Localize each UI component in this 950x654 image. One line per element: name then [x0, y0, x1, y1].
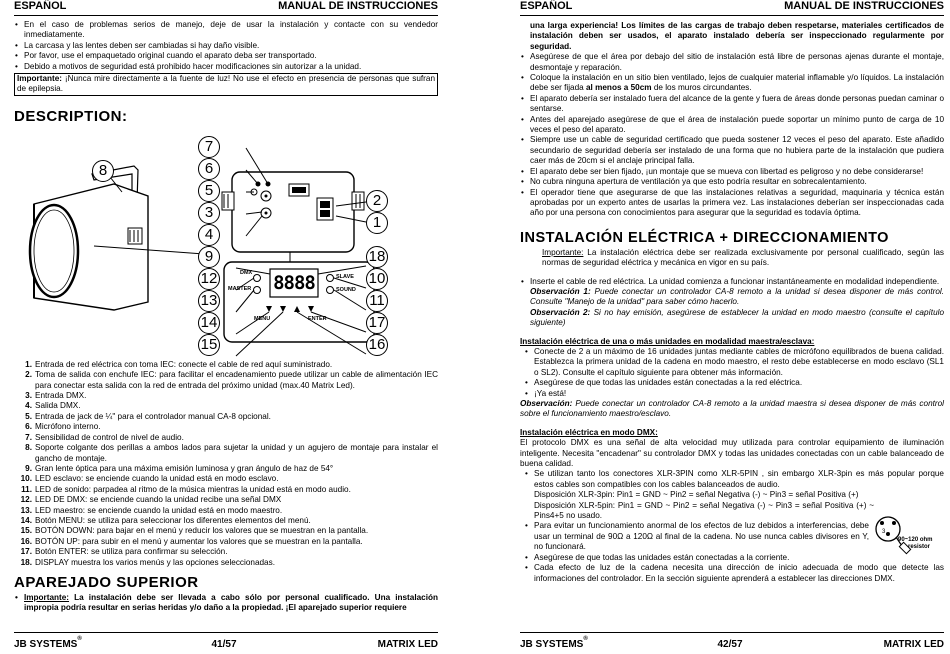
item-number: 8.	[25, 443, 32, 453]
panel-display: 8888	[273, 271, 315, 294]
warning-label: Importante:	[17, 74, 63, 84]
page-header	[14, 0, 438, 16]
item-number: 15.	[20, 526, 32, 536]
list-item	[14, 485, 438, 495]
item-number: 18.	[20, 557, 32, 567]
installation-important	[520, 248, 944, 269]
item-text: DISPLAY muestra los varios menús y las opciones seleccionadas.	[35, 557, 275, 567]
dmx-heading: Instalación eléctrica en modo DMX:	[520, 427, 658, 437]
item-number: 16.	[20, 536, 32, 546]
parts-list	[14, 360, 438, 568]
callout-18: 18	[366, 246, 388, 268]
dmx-section	[520, 469, 944, 583]
item-number: 13.	[20, 505, 32, 515]
item-text: Entrada de red eléctrica con toma IEC: conecte el cable de red aquí suministrado.	[35, 359, 333, 369]
item-text: LED DE DMX: se enciende cuando la unidad recibe una señal DMX	[35, 495, 282, 505]
observation-2	[520, 308, 944, 329]
footer-brand	[520, 635, 588, 654]
list-item	[14, 516, 438, 526]
list-item	[520, 73, 944, 94]
resistor-label: 90~120 ohm	[898, 537, 933, 544]
dmx-5pin-layout: Disposición XLR-5pin: Pin1 = GND ~ Pin2 = señal Negativa (-) ~ Pin3 = señal Positiva (+) ~ Pins4+5 no usado.	[534, 500, 874, 521]
page-content	[520, 21, 944, 584]
list-item: • El aparato debería ser instalado fuera del alcance de la gente y fuera de áreas donde personas puedan caminar o sentarse.	[520, 94, 944, 115]
list-item	[14, 537, 438, 547]
footer-product: MATRIX LED	[377, 639, 438, 650]
item-text: Entrada DMX.	[35, 391, 87, 401]
dmx-intro: El protocolo DMX es una señal de alta velocidad muy utilizada para controlar equipamiento de iluminación inteligente. Necesita "encadenar" su controlador DMX y todas las unidades conectadas con un cable balanceado de buena calidad.	[520, 438, 944, 469]
item-text: BOTÓN DOWN: para bajar en el menú y reducir los valores que se muestran en la pantalla.	[35, 526, 369, 536]
list-item: • Por favor, use el empaquetado original cuando el aparato deba ser transportado.	[14, 51, 438, 61]
callout-2: 2	[366, 190, 388, 212]
observation-label: Observación 1:	[530, 286, 591, 296]
observation-text: Si no hay emisión, asegúrese de establecer la unidad en modo maestro (consulte el capítulo siguiente)	[530, 307, 944, 328]
list-item	[14, 443, 438, 464]
ventilated-tail: de los muros circundantes.	[651, 83, 752, 93]
master-slave-observation	[520, 399, 944, 420]
warning-box	[14, 73, 438, 96]
dmx-3pin-layout: Disposición XLR-3pin: Pin1 = GND ~ Pin2 = señal Negativa (-) ~ Pin3 = señal Positiva (+)	[534, 490, 859, 500]
panel-label-sound: SOUND	[336, 286, 356, 293]
panel-label-menu: MENU	[254, 315, 271, 322]
warning-text: ¡Nunca mire directamente a la fuente de luz! No use el efecto en presencia de personas que sufran de epilepsia.	[17, 74, 435, 94]
callout-9: 9	[198, 246, 220, 268]
master-slave-heading: Instalación eléctrica de una o más unidades en modalidad maestra/esclava:	[520, 336, 815, 346]
list-item: • ¡Ya está!	[524, 389, 944, 399]
aparejado-bullets	[14, 593, 438, 614]
registered-mark: ®	[583, 636, 588, 642]
callout-5: 5	[198, 180, 220, 202]
observation-label: Observación 2:	[530, 307, 591, 317]
list-item: • Para evitar un funcionamiento anormal de los efectos de luz debidos a interferencias, debe usar un terminal de 90Ω a 120Ω al final de la cadena. No use nunca cables divisores en Y, no funcionará.	[524, 521, 869, 552]
list-item: • El operador tiene que asegurarse de que las instalaciones relativas a seguridad, maquinaria y técnica están aprobadas por un experto antes de usarlas la primera vez. Las instalaciones deberían ser inspeccionadas cada año por una persona con conocimientos para asegurar que la seguridad es todavía óptima.	[520, 188, 944, 219]
item-text: LED esclavo: se enciende cuando la unidad está en modo esclavo.	[35, 474, 279, 484]
page-number: 41/57	[211, 639, 237, 650]
xlr-resistor-illustration	[870, 511, 944, 559]
list-item: • Cada efecto de luz de la cadena necesita una dirección de inicio adecuada de modo que detecte las informaciones del controlador. En la sección siguiente aprenderá a establecer las direcciones DMX.	[524, 563, 944, 584]
important-text: La instalación eléctrica debe ser realizada exclusivamente por personal cualificado, según las normas de seguridad eléctrica y mecánica en vigor en su país.	[542, 247, 944, 268]
callout-8: 8	[92, 160, 114, 182]
list-item	[14, 433, 438, 443]
brand-text: JB SYSTEMS	[520, 639, 584, 650]
callout-3: 3	[198, 202, 220, 224]
item-number: 1.	[25, 359, 32, 369]
ventilated-bold: al menos a 50cm	[586, 83, 652, 93]
panel-label-slave: SLAVE	[336, 273, 354, 280]
page-header	[520, 0, 944, 16]
item-text: Gran lente óptica para una máxima emisión luminosa y gran ángulo de haz de 54°	[35, 463, 334, 473]
list-item	[14, 391, 438, 401]
callout-11: 11	[366, 290, 388, 312]
header-title: MANUAL DE INSTRUCCIONES	[278, 0, 438, 12]
callout-12: 12	[198, 268, 220, 290]
list-item: • Asegúrese de que todas las unidades están conectadas a la corriente.	[524, 553, 944, 563]
item-text: Botón MENU: se utiliza para seleccionar los diferentes elementos del menú.	[35, 515, 311, 525]
list-item: • En el caso de problemas serios de manejo, deje de usar la instalación y contacte con su vendedor inmediatamente.	[14, 20, 438, 41]
header-language: ESPAÑOL	[520, 0, 573, 12]
item-number: 3.	[25, 391, 32, 401]
list-item: • Debido a motivos de seguridad está prohibido hacer modificaciones sin autorizar a la unidad.	[14, 62, 438, 72]
list-item: • Asegúrese de que todas las unidades están conectadas a la red eléctrica.	[524, 378, 944, 388]
header-title: MANUAL DE INSTRUCCIONES	[784, 0, 944, 12]
callout-15: 15	[198, 334, 220, 356]
callout-6: 6	[198, 158, 220, 180]
important-label: Importante:	[542, 247, 584, 257]
panel-label-dmx: DMX	[240, 269, 253, 276]
footer-product: MATRIX LED	[883, 639, 944, 650]
dmx-connectors-text: Se utilizan tanto los conectores XLR-3PIN como XLR-5PIN , sin embargo XLR-3pin es más popular porque estos cables son compatibles con los cables balanceados de audio.	[534, 469, 944, 489]
list-item: • El aparato debe ser bien fijado, ¡un montaje que se mueva con libertad es peligroso y no debe considerarse!	[520, 167, 944, 177]
continued-text: una larga experiencia! Los límites de las cargas de trabajo deben respetarse, materiales certificados de instalación deben ser usados, el aparato instalado debería ser inspeccionado regularmente por seguridad.	[530, 21, 944, 51]
ventilated-text: Coloque la instalación en un sitio bien ventilado, lejos de cualquier material inflamable y/o líquidos. La instalación debe ser fijada	[530, 73, 944, 93]
page-41	[14, 0, 438, 654]
callout-17: 17	[366, 312, 388, 334]
list-item	[14, 464, 438, 474]
observation-1	[520, 287, 944, 308]
observation-text: Puede conectar un controlador CA-8 remoto a la unidad si desea disponer de más control. Consulte "Manejo de la unidad" para saber cómo hacerlo.	[530, 286, 945, 307]
item-text: Entrada de jack de ¼" para el controlador manual CA-8 opcional.	[35, 411, 271, 421]
page-footer	[14, 632, 438, 654]
list-item	[14, 370, 438, 391]
aparejado-label: Importante:	[24, 592, 70, 602]
item-text: Botón ENTER: se utiliza para confirmar su selección.	[35, 547, 228, 557]
page-42	[520, 0, 944, 654]
list-item: • Conecte de 2 a un máximo de 16 unidades juntas mediante cables de micrófono equilibrados de buena calidad. Establezca la primera unidad de la cadena en modo maestro, el resto debe establecerse en modo esclavo (SL1 o SL2). Consulte el capítulo siguiente para obtener más información.	[524, 347, 944, 378]
page-footer	[520, 632, 944, 654]
item-number: 10.	[20, 474, 32, 484]
list-item: • Antes del aparejado asegúrese de que el área de instalación puede soportar un mínimo punto de carga de 10 veces el peso del aparato.	[520, 115, 944, 136]
xlr-connector-icon	[870, 511, 944, 559]
installation-bullets	[520, 277, 944, 287]
item-number: 12.	[20, 495, 32, 505]
aparejado-text: La instalación debe ser llevada a cabo sólo por personal cualificado. Una instalación impropia podría resultar en serias heridas y/o daño a la propiedad. ¡El aparejado superior requiere	[24, 592, 438, 613]
resistor-caption: resistor	[908, 544, 931, 551]
item-text: Sensibilidad de control de nivel de audio.	[35, 432, 184, 442]
item-text: LED maestro: se enciende cuando la unidad está en modo maestro.	[35, 505, 283, 515]
footer-brand	[14, 635, 82, 654]
item-number: 11.	[21, 484, 32, 494]
item-number: 9.	[25, 463, 32, 473]
item-number: 7.	[25, 432, 32, 442]
aparejado-heading: APAREJADO SUPERIOR	[14, 573, 199, 591]
description-heading: DESCRIPTION:	[14, 107, 128, 125]
item-text: LED de sonido: parpadea al ritmo de la música mientras la unidad está en modo audio.	[35, 484, 351, 494]
item-number: 6.	[25, 422, 32, 432]
item-text: Soporte colgante dos perillas a ambos lados para sujetar la unidad y un agujero de montaje para instalar el gancho de montaje.	[35, 443, 438, 463]
svg-text:3: 3	[882, 529, 886, 536]
callout-1: 1	[366, 212, 388, 234]
callout-14: 14	[198, 312, 220, 334]
item-number: 5.	[25, 411, 32, 421]
list-item	[14, 360, 438, 370]
installation-heading: INSTALACIÓN ELÉCTRICA + DIRECCIONAMIENTO	[520, 229, 889, 246]
callout-13: 13	[198, 290, 220, 312]
brand-text: JB SYSTEMS	[14, 639, 78, 650]
list-item	[14, 422, 438, 432]
list-item: • Siempre use un cable de seguridad certificado que pueda sostener 12 veces el peso del aparato. Este añadido secundario de seguridad debería ser instalado de una forma que no hubiera parte de la instalación que pudiera caer más de 20cm si el anclaje principal falla.	[520, 135, 944, 166]
header-language: ESPAÑOL	[14, 0, 67, 12]
list-item	[14, 593, 438, 614]
item-number: 2.	[25, 370, 32, 380]
panel-label-master: MASTER	[228, 285, 252, 292]
list-item	[14, 506, 438, 516]
list-item	[14, 558, 438, 568]
item-text: Toma de salida con enchufe IEC: para facilitar el encadenamiento puede utilizar un cable de alimentación IEC para conectar esta salida con la red de entrada del próximo unidad (max.40 Matrix Led).	[35, 370, 438, 390]
list-item: • Inserte el cable de red eléctrica. La unidad comienza a funcionar instantáneamente en modalidad independiente.	[520, 277, 944, 287]
list-item	[14, 547, 438, 557]
item-number: 17.	[20, 547, 32, 557]
item-text: BOTÓN UP: para subir en el menú y aumentar los valores que se muestran en la pantalla.	[35, 536, 363, 546]
intro-bullets	[14, 20, 438, 72]
list-item	[14, 401, 438, 411]
list-item: • No cubra ninguna apertura de ventilación ya que esto podría resultar en sobrecalentamiento.	[520, 177, 944, 187]
panel-label-enter: ENTER	[308, 315, 327, 322]
item-text: Salida DMX.	[35, 401, 81, 411]
observation-text: Puede conectar un controlador CA-8 remoto a la unidad maestra si desea disponer de más control sobre el funcionamiento maestro/esclavo.	[520, 399, 944, 419]
list-item: • La carcasa y las lentes deben ser cambiadas si hay daño visible.	[14, 41, 438, 51]
list-item	[14, 474, 438, 484]
list-item	[14, 526, 438, 536]
callout-10: 10	[366, 268, 388, 290]
product-diagram	[14, 126, 438, 358]
item-number: 14.	[20, 515, 32, 525]
page-content	[14, 20, 438, 614]
item-number: 4.	[25, 401, 32, 411]
page-number: 42/57	[717, 639, 743, 650]
list-item	[14, 412, 438, 422]
observation-label: Observación:	[520, 399, 573, 408]
callout-7: 7	[198, 136, 220, 158]
item-text: Micrófono interno.	[35, 422, 101, 432]
list-item: • Asegúrese de que el área por debajo del sitio de instalación está libre de personas ajenas durante el montaje, desmontaje y reparación.	[520, 52, 944, 73]
callout-16: 16	[366, 334, 388, 356]
registered-mark: ®	[77, 636, 82, 642]
safety-bullets	[520, 52, 944, 219]
list-item	[14, 495, 438, 505]
callout-4: 4	[198, 224, 220, 246]
master-slave-bullets	[520, 347, 944, 399]
